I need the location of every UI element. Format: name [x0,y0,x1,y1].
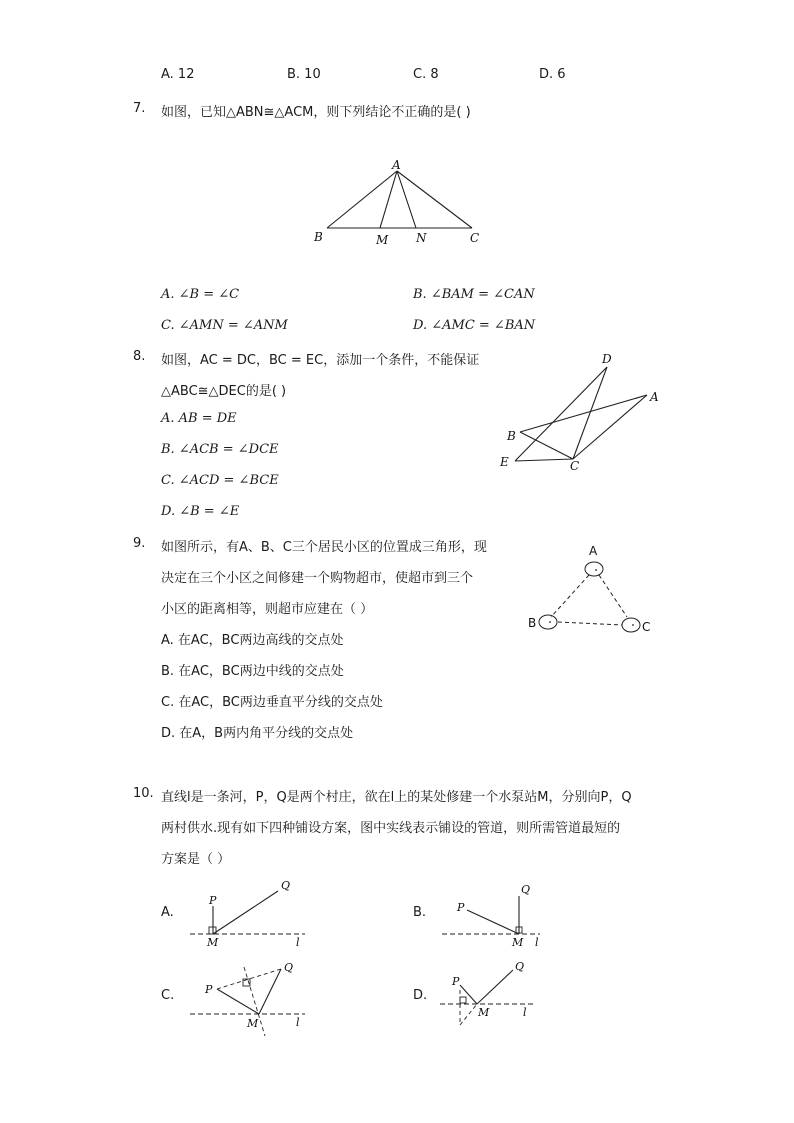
q8-option-a[interactable]: A. AB = DE [161,411,237,426]
q10c-label-q: Q [284,961,294,974]
q7-option-b[interactable]: B. ∠BAM = ∠CAN [413,287,535,302]
q6-option-b[interactable]: B. 10 [287,67,321,82]
q10-option-c[interactable]: C. [161,988,175,1003]
q9-option-d[interactable]: D. 在A，B两内角平分线的交点处 [161,726,354,741]
q10d-label-q: Q [515,960,525,973]
q10-stem-line1: 直线l是一条河，P，Q是两个村庄，欲在l上的某处修建一个水泵站M，分别向P，Q [161,790,632,805]
q10-option-d[interactable]: D. [413,988,428,1003]
q8-stem-line1: 如图，AC = DC，BC = EC，添加一个条件，不能保证 [161,353,480,368]
q8-label-d: D [602,352,612,366]
q8-option-b[interactable]: B. ∠ACB = ∠DCE [161,442,279,457]
q8-label-b: B [507,429,516,443]
q9-stem-line3: 小区的距离相等，则超市应建在（ ） [161,602,374,617]
q8-option-c[interactable]: C. ∠ACD = ∠BCE [161,473,279,488]
q10b-label-p: P [457,901,465,914]
q8-label-e: E [500,455,509,469]
q7-number: 7. [133,101,146,116]
q10c-label-p: P [205,983,213,996]
q7-label-m: M [376,233,389,247]
q7-option-a[interactable]: A. ∠B = ∠C [161,287,240,302]
q9-label-b: B [528,616,537,630]
q10b-label-m: M [512,936,524,949]
q8-stem-line2: △ABC≅△DEC的是( ) [161,384,287,399]
q10-figure-c [190,961,305,1036]
q10b-label-q: Q [521,883,531,896]
q9-stem-line1: 如图所示，有A、B、C三个居民小区的位置成三角形，现 [161,540,487,555]
q9-stem-line2: 决定在三个小区之间修建一个购物超市，使超市到三个 [161,571,474,586]
q7-label-b: B [314,230,323,244]
q9-option-a[interactable]: A. 在AC，BC两边高线的交点处 [161,633,344,648]
q10-option-b[interactable]: B. [413,905,427,920]
q10-stem-line2: 两村供水.现有如下四种铺设方案，图中实线表示铺设的管道，则所需管道最短的 [161,821,621,836]
q7-option-d[interactable]: D. ∠AMC = ∠BAN [413,318,536,333]
q10b-label-l: l [535,936,539,949]
q10c-label-m: M [247,1017,259,1030]
q7-option-c[interactable]: C. ∠AMN = ∠ANM [161,318,288,333]
q9-option-b[interactable]: B. 在AC，BC两边中线的交点处 [161,664,344,679]
q9-option-c[interactable]: C. 在AC，BC两边垂直平分线的交点处 [161,695,383,710]
q6-option-d[interactable]: D. 6 [539,67,566,82]
q10a-label-p: P [209,894,217,907]
q10d-label-p: P [452,975,460,988]
q8-option-d[interactable]: D. ∠B = ∠E [161,504,240,519]
q6-option-a[interactable]: A. 12 [161,67,195,82]
q10-figure-d [440,960,534,1025]
q7-label-n: N [416,231,427,245]
q9-label-a: A [589,544,598,558]
q10d-label-l: l [523,1006,527,1019]
q10-option-a[interactable]: A. [161,905,174,920]
q7-label-a: A [392,158,401,172]
q10-stem-line3: 方案是（ ） [161,852,231,867]
q10c-label-l: l [296,1016,300,1029]
q9-number: 9. [133,536,146,551]
q10a-label-l: l [296,936,300,949]
q8-number: 8. [133,349,146,364]
q10d-label-m: M [478,1006,490,1019]
q10-figure-a [190,879,305,949]
q7-label-c: C [470,231,480,245]
q9-label-c: C [642,620,651,634]
q10-number: 10. [133,786,154,801]
q6-option-c[interactable]: C. 8 [413,67,439,82]
q8-label-c: C [570,459,580,473]
q8-label-a: A [650,390,659,404]
q10-figure-b [442,883,540,949]
q10a-label-m: M [207,936,219,949]
q7-stem: 如图，已知△ABN≅△ACM，则下列结论不正确的是( ) [161,105,471,120]
q10a-label-q: Q [281,879,291,892]
